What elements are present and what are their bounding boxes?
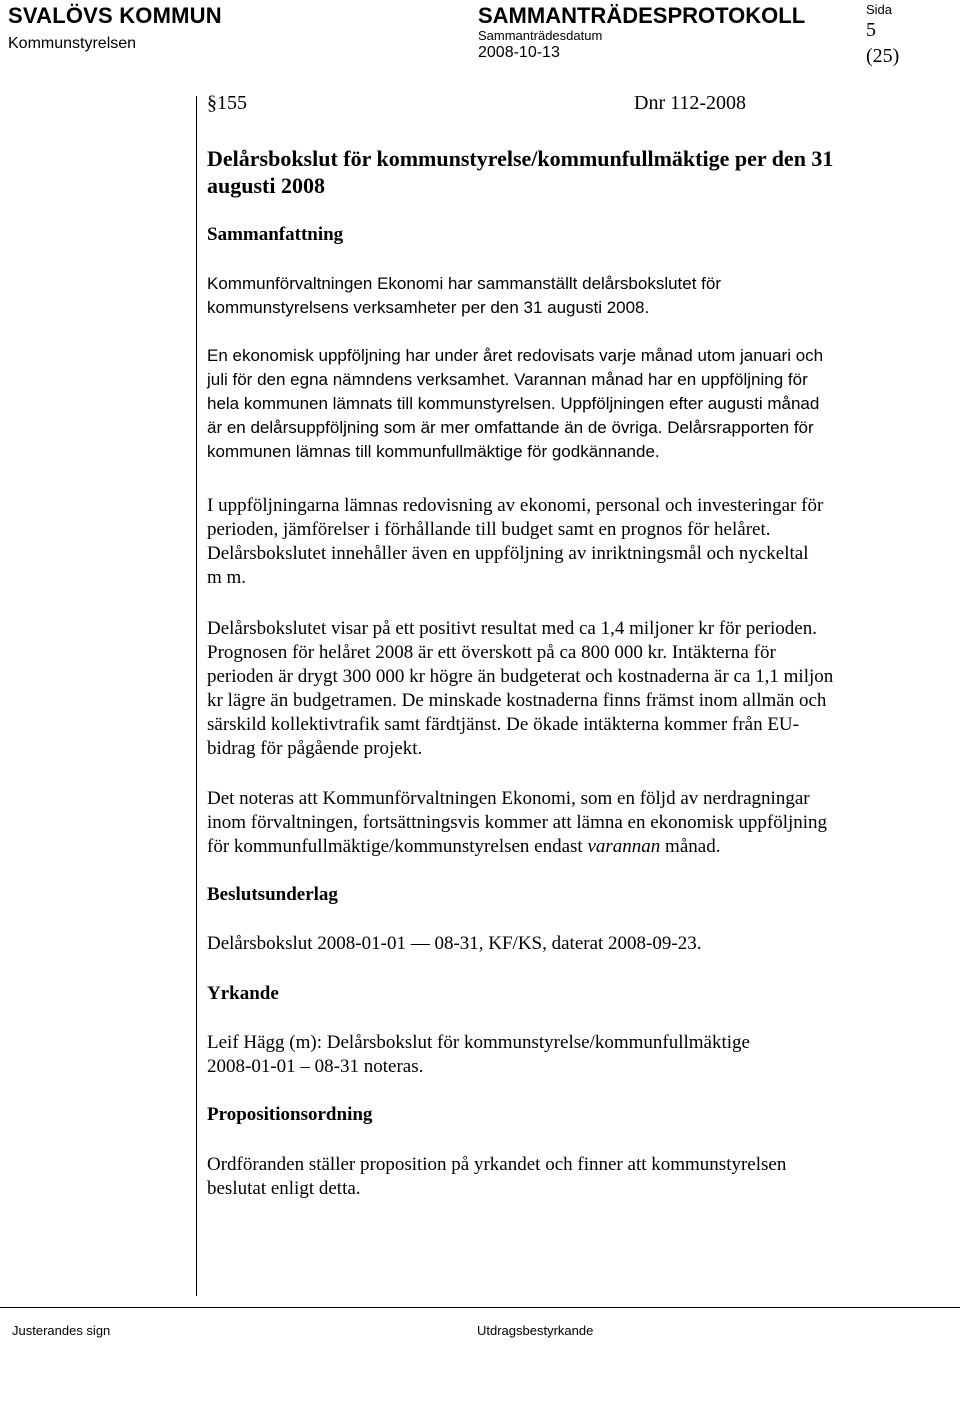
page-number: 5: [866, 19, 876, 41]
text-segment: månad.: [660, 836, 721, 857]
text-line: [207, 835, 927, 859]
text-line: bidrag för pågående projekt.: [207, 738, 423, 759]
page-total: (25): [866, 45, 900, 67]
emphasis: varannan: [587, 836, 661, 857]
text-line: Prognosen för helåret 2008 är ett överskott på ca 800 000 kr. Intäkterna för: [207, 642, 776, 663]
signature-label: Justerandes sign: [12, 1323, 111, 1338]
text-line: perioden, jämförelser i förhållande till budget samt en prognos för helåret.: [207, 519, 771, 540]
text-line: särskild kollektivtrafik samt färdtjänst. De ökade intäkterna kommer från EU-: [207, 714, 799, 735]
item-title: Delårsbokslut för kommunstyrelse/kommunfullmäktige per den 31 augusti 2008: [207, 146, 834, 198]
extract-certification-label: Utdragsbestyrkande: [477, 1323, 594, 1338]
text-line: Ordföranden ställer proposition på yrkandet och finner att kommunstyrelsen: [207, 1154, 787, 1175]
text-line: En ekonomisk uppföljning har under året redovisats varje månad utom januari och: [207, 346, 824, 365]
text-line: Delårsbokslut 2008-01-01 — 08-31, KF/KS, daterat 2008-09-23.: [207, 933, 702, 954]
page-label: Sida: [866, 2, 893, 17]
text-line: kommunen lämnas till kommunfullmäktige för godkännande.: [207, 442, 660, 461]
municipality-unit: Kommunstyrelsen: [8, 35, 137, 52]
summary-paragraph-2: [207, 344, 927, 464]
text-line: perioden är drygt 300 000 kr högre än budgeterat och kostnaderna är ca 1,1 miljon: [207, 666, 834, 687]
text-line: I uppföljningarna lämnas redovisning av ekonomi, personal och investeringar för: [207, 495, 824, 516]
summary-paragraph-1: [207, 272, 927, 320]
text-line: kr lägre än budgetramen. De minskade kostnaderna finns främst inom allmän och: [207, 690, 827, 711]
text-line: kommunstyrelsens verksamheter per den 31 augusti 2008.: [207, 298, 650, 317]
margin-rule: [196, 96, 197, 1296]
text-line: m m.: [207, 567, 247, 588]
text-line: Det noteras att Kommunförvaltningen Ekonomi, som en följd av nerdragningar: [207, 788, 810, 809]
paragraph-number: §155: [207, 92, 247, 114]
text-line: inom förvaltningen, fortsättningsvis kommer att lämna en ekonomisk uppföljning: [207, 812, 828, 833]
summary-heading: Sammanfattning: [207, 224, 344, 245]
text-line: juli för den egna nämndens verksamhet. Varannan månad har en uppföljning för: [207, 370, 808, 389]
meeting-date: 2008-10-13: [478, 44, 560, 61]
text-line: är en delårsuppföljning som är mer omfattande än de övriga. Delårsrapporten för: [207, 418, 814, 437]
text-line: hela kommunen lämnats till kommunstyrelsen. Uppföljningen efter augusti månad: [207, 394, 820, 413]
basis-paragraph: [207, 932, 927, 956]
text-line: Leif Hägg (m): Delårsbokslut för kommunstyrelse/kommunfullmäktige: [207, 1032, 750, 1053]
text-line: Delårsbokslutet innehåller även en uppföljning av inriktningsmål och nyckeltal: [207, 543, 809, 564]
document-type: SAMMANTRÄDESPROTOKOLL: [478, 3, 806, 28]
summary-paragraph-3: [207, 494, 927, 590]
basis-heading: Beslutsunderlag: [207, 884, 338, 905]
text-line: 2008-01-01 – 08-31 noteras.: [207, 1056, 424, 1077]
proposition-paragraph: [207, 1153, 927, 1201]
municipality-name: SVALÖVS KOMMUN: [8, 3, 222, 28]
text-segment: för kommunfullmäktige/kommunstyrelsen endast: [207, 836, 588, 857]
text-line: beslutat enligt detta.: [207, 1178, 361, 1199]
text-line: Kommunförvaltningen Ekonomi har sammanställt delårsbokslutet för: [207, 274, 722, 293]
motion-paragraph: [207, 1031, 927, 1079]
summary-paragraph-5: [207, 787, 927, 859]
case-number: Dnr 112-2008: [634, 92, 747, 114]
meeting-date-label: Sammanträdesdatum: [478, 28, 603, 43]
text-line: Delårsbokslutet visar på ett positivt resultat med ca 1,4 miljoner kr för perioden.: [207, 618, 817, 639]
motion-heading: Yrkande: [207, 983, 279, 1004]
proposition-heading: Propositionsordning: [207, 1104, 373, 1125]
summary-paragraph-4: [207, 617, 927, 761]
footer-rule: [0, 1307, 960, 1308]
